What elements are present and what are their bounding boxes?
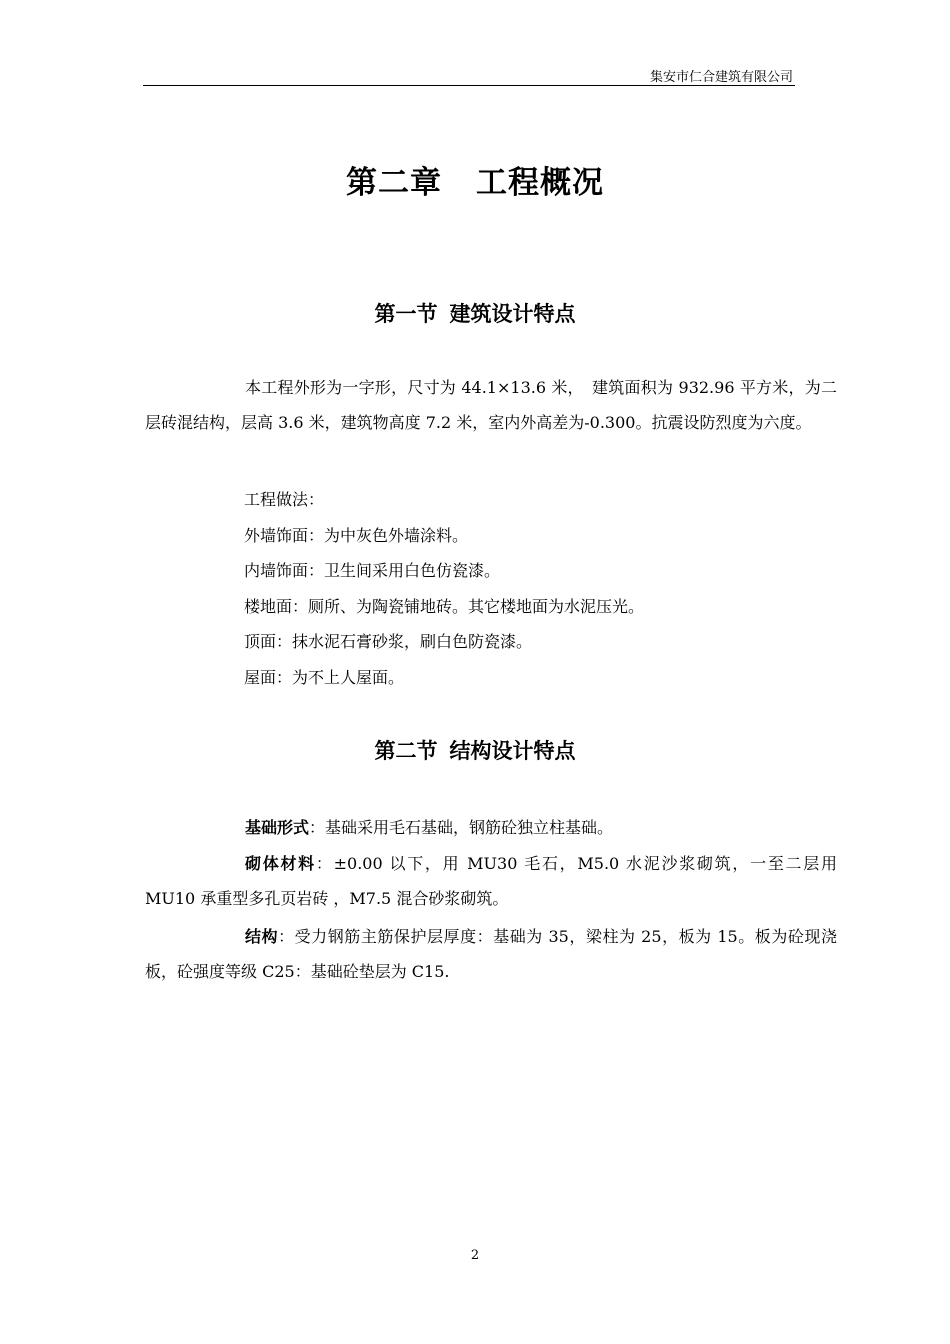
masonry-term: 砌体材料 bbox=[245, 854, 316, 873]
header-company-name: 集安市仁合建筑有限公司 bbox=[649, 70, 793, 85]
section-1-number: 第一节 bbox=[374, 302, 438, 326]
structure-text: ：受力钢筋主筋保护层厚度：基础为 35，梁柱为 25，板为 15。板为砼现浇板，砼强度等级 C25：基础砼垫层为 C15. bbox=[145, 927, 837, 981]
foundation-paragraph bbox=[145, 810, 837, 845]
foundation-term: 基础形式 bbox=[245, 818, 310, 837]
ceiling-finish: 顶面：抹水泥石膏砂浆，刷白色防瓷漆。 bbox=[244, 632, 533, 651]
interior-wall-finish: 内墙饰面：卫生间采用白色仿瓷漆。 bbox=[244, 561, 501, 580]
floor-finish: 楼地面：厕所、为陶瓷铺地砖。其它楼地面为水泥压光。 bbox=[244, 597, 645, 616]
roof-finish: 屋面：为不上人屋面。 bbox=[244, 668, 405, 687]
page-number: 2 bbox=[470, 1248, 480, 1263]
section-2-name: 结构设计特点 bbox=[449, 739, 576, 763]
structure-term: 结构 bbox=[245, 927, 279, 946]
chapter-title bbox=[0, 157, 950, 202]
section-title-2 bbox=[0, 735, 950, 765]
section-2-number: 第二节 bbox=[374, 739, 438, 763]
masonry-paragraph bbox=[145, 846, 837, 916]
foundation-text: ：基础采用毛石基础，钢筋砼独立柱基础。 bbox=[309, 818, 614, 837]
masonry-text: ：±0.00 以下，用 MU30 毛石，M5.0 水泥沙浆砌筑，一至二层用 MU10 承重型多孔页岩砖 ，M7.5 混合砂浆砌筑。 bbox=[145, 854, 837, 908]
chapter-name: 工程概况 bbox=[476, 165, 604, 201]
practice-heading: 工程做法： bbox=[244, 490, 325, 509]
section-1-intro-paragraph: 本工程外形为一字形，尺寸为 44.1×13.6 米， 建筑面积为 932.96 平方米，为二层砖混结构，层高 3.6 米，建筑物高度 7.2 米，室内外高差为-0.300。抗震设防烈度为六度。 bbox=[145, 378, 837, 432]
section-1-name: 建筑设计特点 bbox=[449, 302, 576, 326]
exterior-wall-finish: 外墙饰面：为中灰色外墙涂料。 bbox=[244, 526, 469, 545]
structure-paragraph bbox=[145, 919, 837, 989]
chapter-number: 第二章 bbox=[346, 165, 442, 201]
section-title-1 bbox=[0, 298, 950, 328]
header-divider bbox=[143, 85, 795, 86]
